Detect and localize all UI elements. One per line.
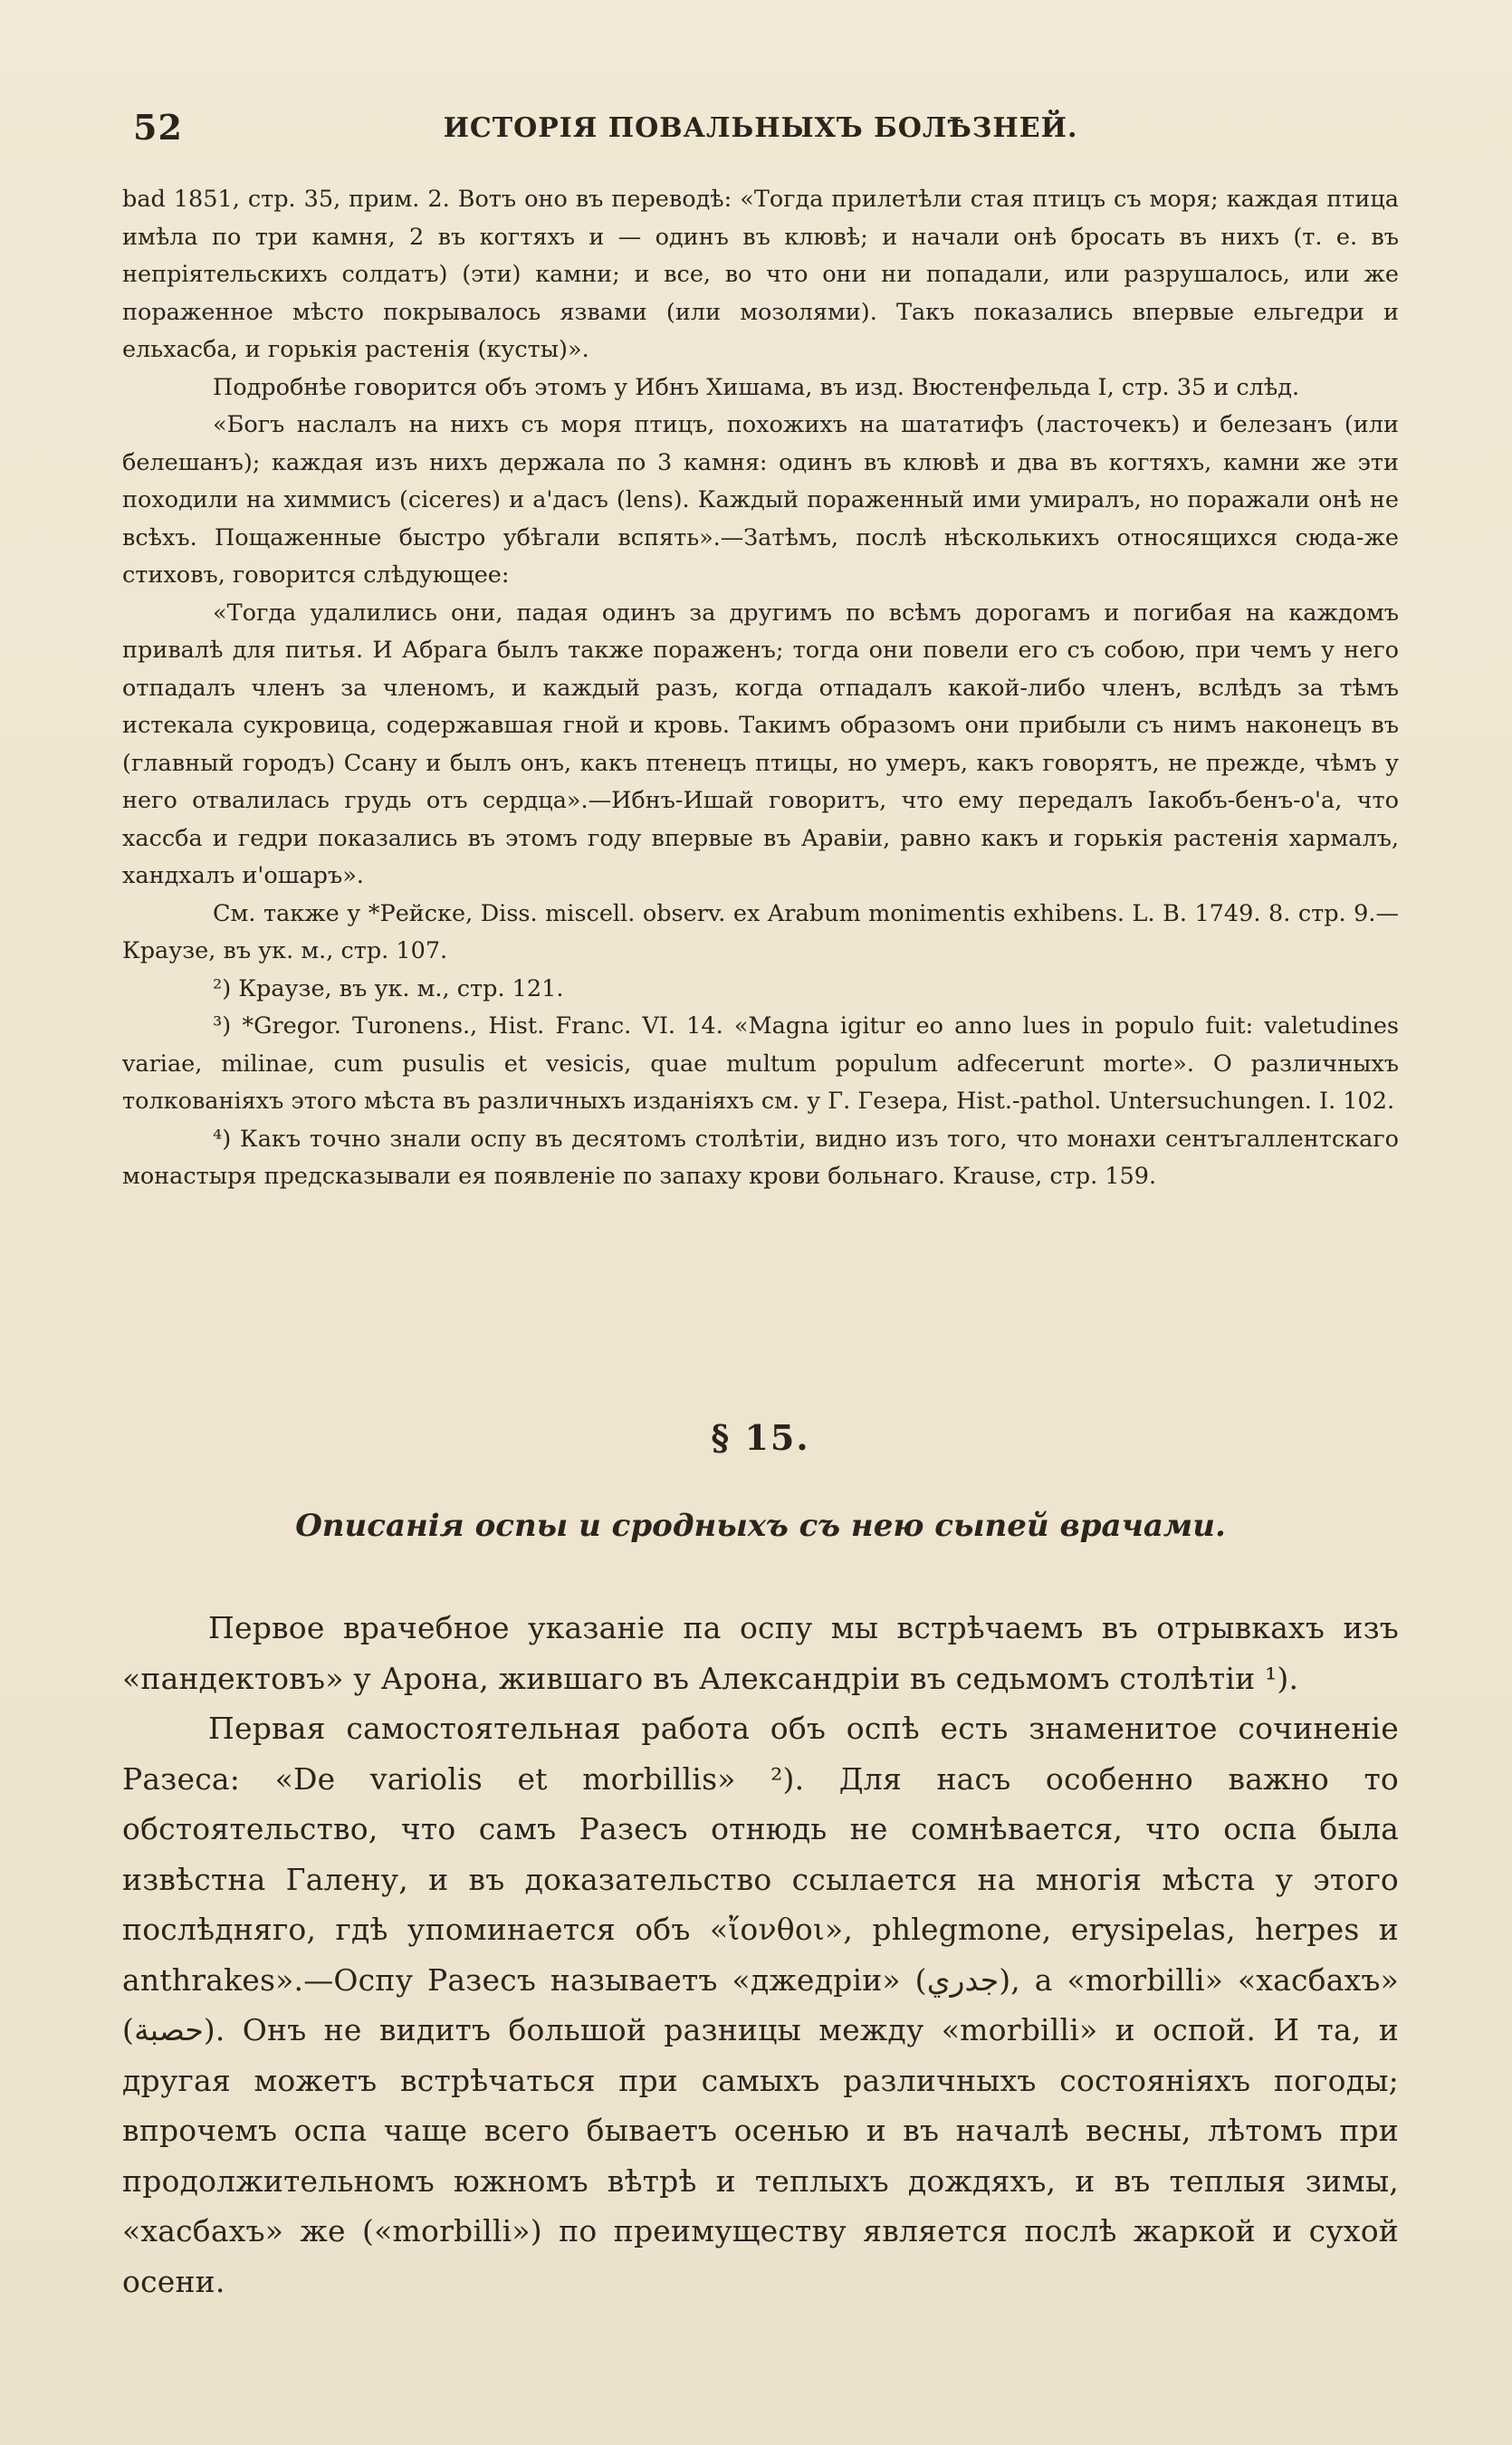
note-paragraph: Подробнѣе говорится объ этомъ у Ибнъ Хишама, въ изд. Вюстенфельда I, стр. 35 и слѣд. xyxy=(213,373,1300,401)
footnotes-block xyxy=(122,181,1399,1196)
body-paragraph: Первое врачебное указаніе па оспу мы встрѣчаемъ въ отрывкахъ изъ «пандектовъ» у Арона, жившаго въ Александріи въ седьмомъ столѣтіи ¹). xyxy=(122,1610,1399,1696)
note-paragraph: «Тогда удалились они, падая одинъ за другимъ по всѣмъ дорогамъ и погибая на каждомъ привалѣ для питья. И Абрага былъ также пораженъ; тогда они повели его съ собою, при чемъ у него отпадалъ членъ за членомъ, и каждый разъ, когда отпадалъ какой-либо членъ, вслѣдъ за тѣмъ истекала сукровица, содержавшая гной и кровь. Такимъ образомъ они прибыли съ нимъ наконецъ въ (главный городъ) Ссану и былъ онъ, какъ птенецъ птицы, но умеръ, какъ говорятъ, не прежде, чѣмъ у него отвалилась грудь отъ сердца».—Ибнъ-Ишай говоритъ, что ему передалъ Іакобъ-бенъ-о'а, что хассба и гедри показались въ этомъ году впервые въ Аравіи, равно какъ и горькія растенія хармалъ, хандхалъ и'ошаръ». xyxy=(122,599,1399,889)
note-paragraph: «Богъ наслалъ на нихъ съ моря птицъ, похожихъ на шататифъ (ласточекъ) и белезанъ (или белешанъ); каждая изъ нихъ держала по 3 камня: одинъ въ клювѣ и два въ когтяхъ, камни же эти походили на химмисъ (cicerеs) и а'дасъ (lens). Каждый пораженный ими умиралъ, но поражали онѣ не всѣхъ. Пощаженные быстро убѣгали вспять».—Затѣмъ, послѣ нѣсколькихъ относящихся сюда-же стиховъ, говорится слѣдующее: xyxy=(122,411,1399,589)
running-title: ИСТОРІЯ ПОВАЛЬНЫХЪ БОЛѢЗНЕЙ. xyxy=(443,112,1078,144)
section-number: § 15. xyxy=(711,1417,810,1458)
footnote: ²) Краузе, въ ук. м., стр. 121. xyxy=(213,974,564,1002)
section-title: Описанія оспы и сродныхъ съ нею сыпей врачами. xyxy=(295,1508,1226,1544)
page-number: 52 xyxy=(133,107,183,148)
note-paragraph: bad 1851, стр. 35, прим. 2. Вотъ оно въ переводѣ: «Тогда прилетѣли стая птицъ съ моря; каждая птица имѣла по три камня, 2 въ когтяхъ и — одинъ въ клювѣ; и начали онѣ бросать въ нихъ (т. е. въ непріятельскихъ солдатъ) (эти) камни; и все, во что они ни попадали, или разрушалось, или же пораженное мѣсто покрывалось язвами (или мозолями). Такъ показались впервые ельгедри и ельхасба, и горькія растенія (кусты)». xyxy=(122,186,1399,363)
body-paragraph: Первая самостоятельная работа объ оспѣ есть знаменитое сочиненіе Разеса: «De variolis et morbillis» ²). Для насъ особенно важно то обстоятельство, что самъ Разесъ отнюдь не сомнѣвается, что оспа была извѣстна Галену, и въ доказательство ссылается на многія мѣста у этого послѣдняго, гдѣ упоминается объ «ἴονθοι», phlegmone, erysipelas, herpes и anthrakes».—Оспу Разесъ называетъ «джедріи» (جدري), а «morbilli» «хасбахъ» (حصبة). Онъ не видитъ большой разницы между «morbilli» и оспой. И та, и другая можетъ встрѣчаться при самыхъ различныхъ состояніяхъ погоды; впрочемъ оспа чаще всего бываетъ осенью и въ началѣ весны, лѣтомъ при продолжительномъ южномъ вѣтрѣ и теплыхъ дождяхъ, и въ теплыя зимы, «хасбахъ» же («morbilli») по преимуществу является послѣ жаркой и сухой осени. xyxy=(122,1711,1399,2299)
footnote: ⁴) Какъ точно знали оспу въ десятомъ столѣтіи, видно изъ того, что монахи сентъгаллентскаго монастыря предсказывали ея появленіе по запаху крови больнаго. Krause, стр. 159. xyxy=(122,1125,1399,1190)
note-paragraph: См. также у *Рейске, Diss. miscell. observ. ex Arabum monimentis exhibens. L. B. 1749. 8. стр. 9.—Краузе, въ ук. м., стр. 107. xyxy=(122,899,1399,964)
main-text xyxy=(122,1603,1399,2306)
page-header xyxy=(122,107,1399,161)
footnote: ³) *Gregor. Turonens., Hist. Franc. VI. 14. «Magna igitur eo anno lues in populo fuit: valetudines variae, milinae, cum pusulis et vesicis, quae multum populum adfecerunt morte». О различныхъ толкованіяхъ этого мѣста въ различныхъ изданіяхъ см. у Г. Гезера, Hist.-pathol. Untersuchungen. I. 102. xyxy=(122,1012,1399,1115)
